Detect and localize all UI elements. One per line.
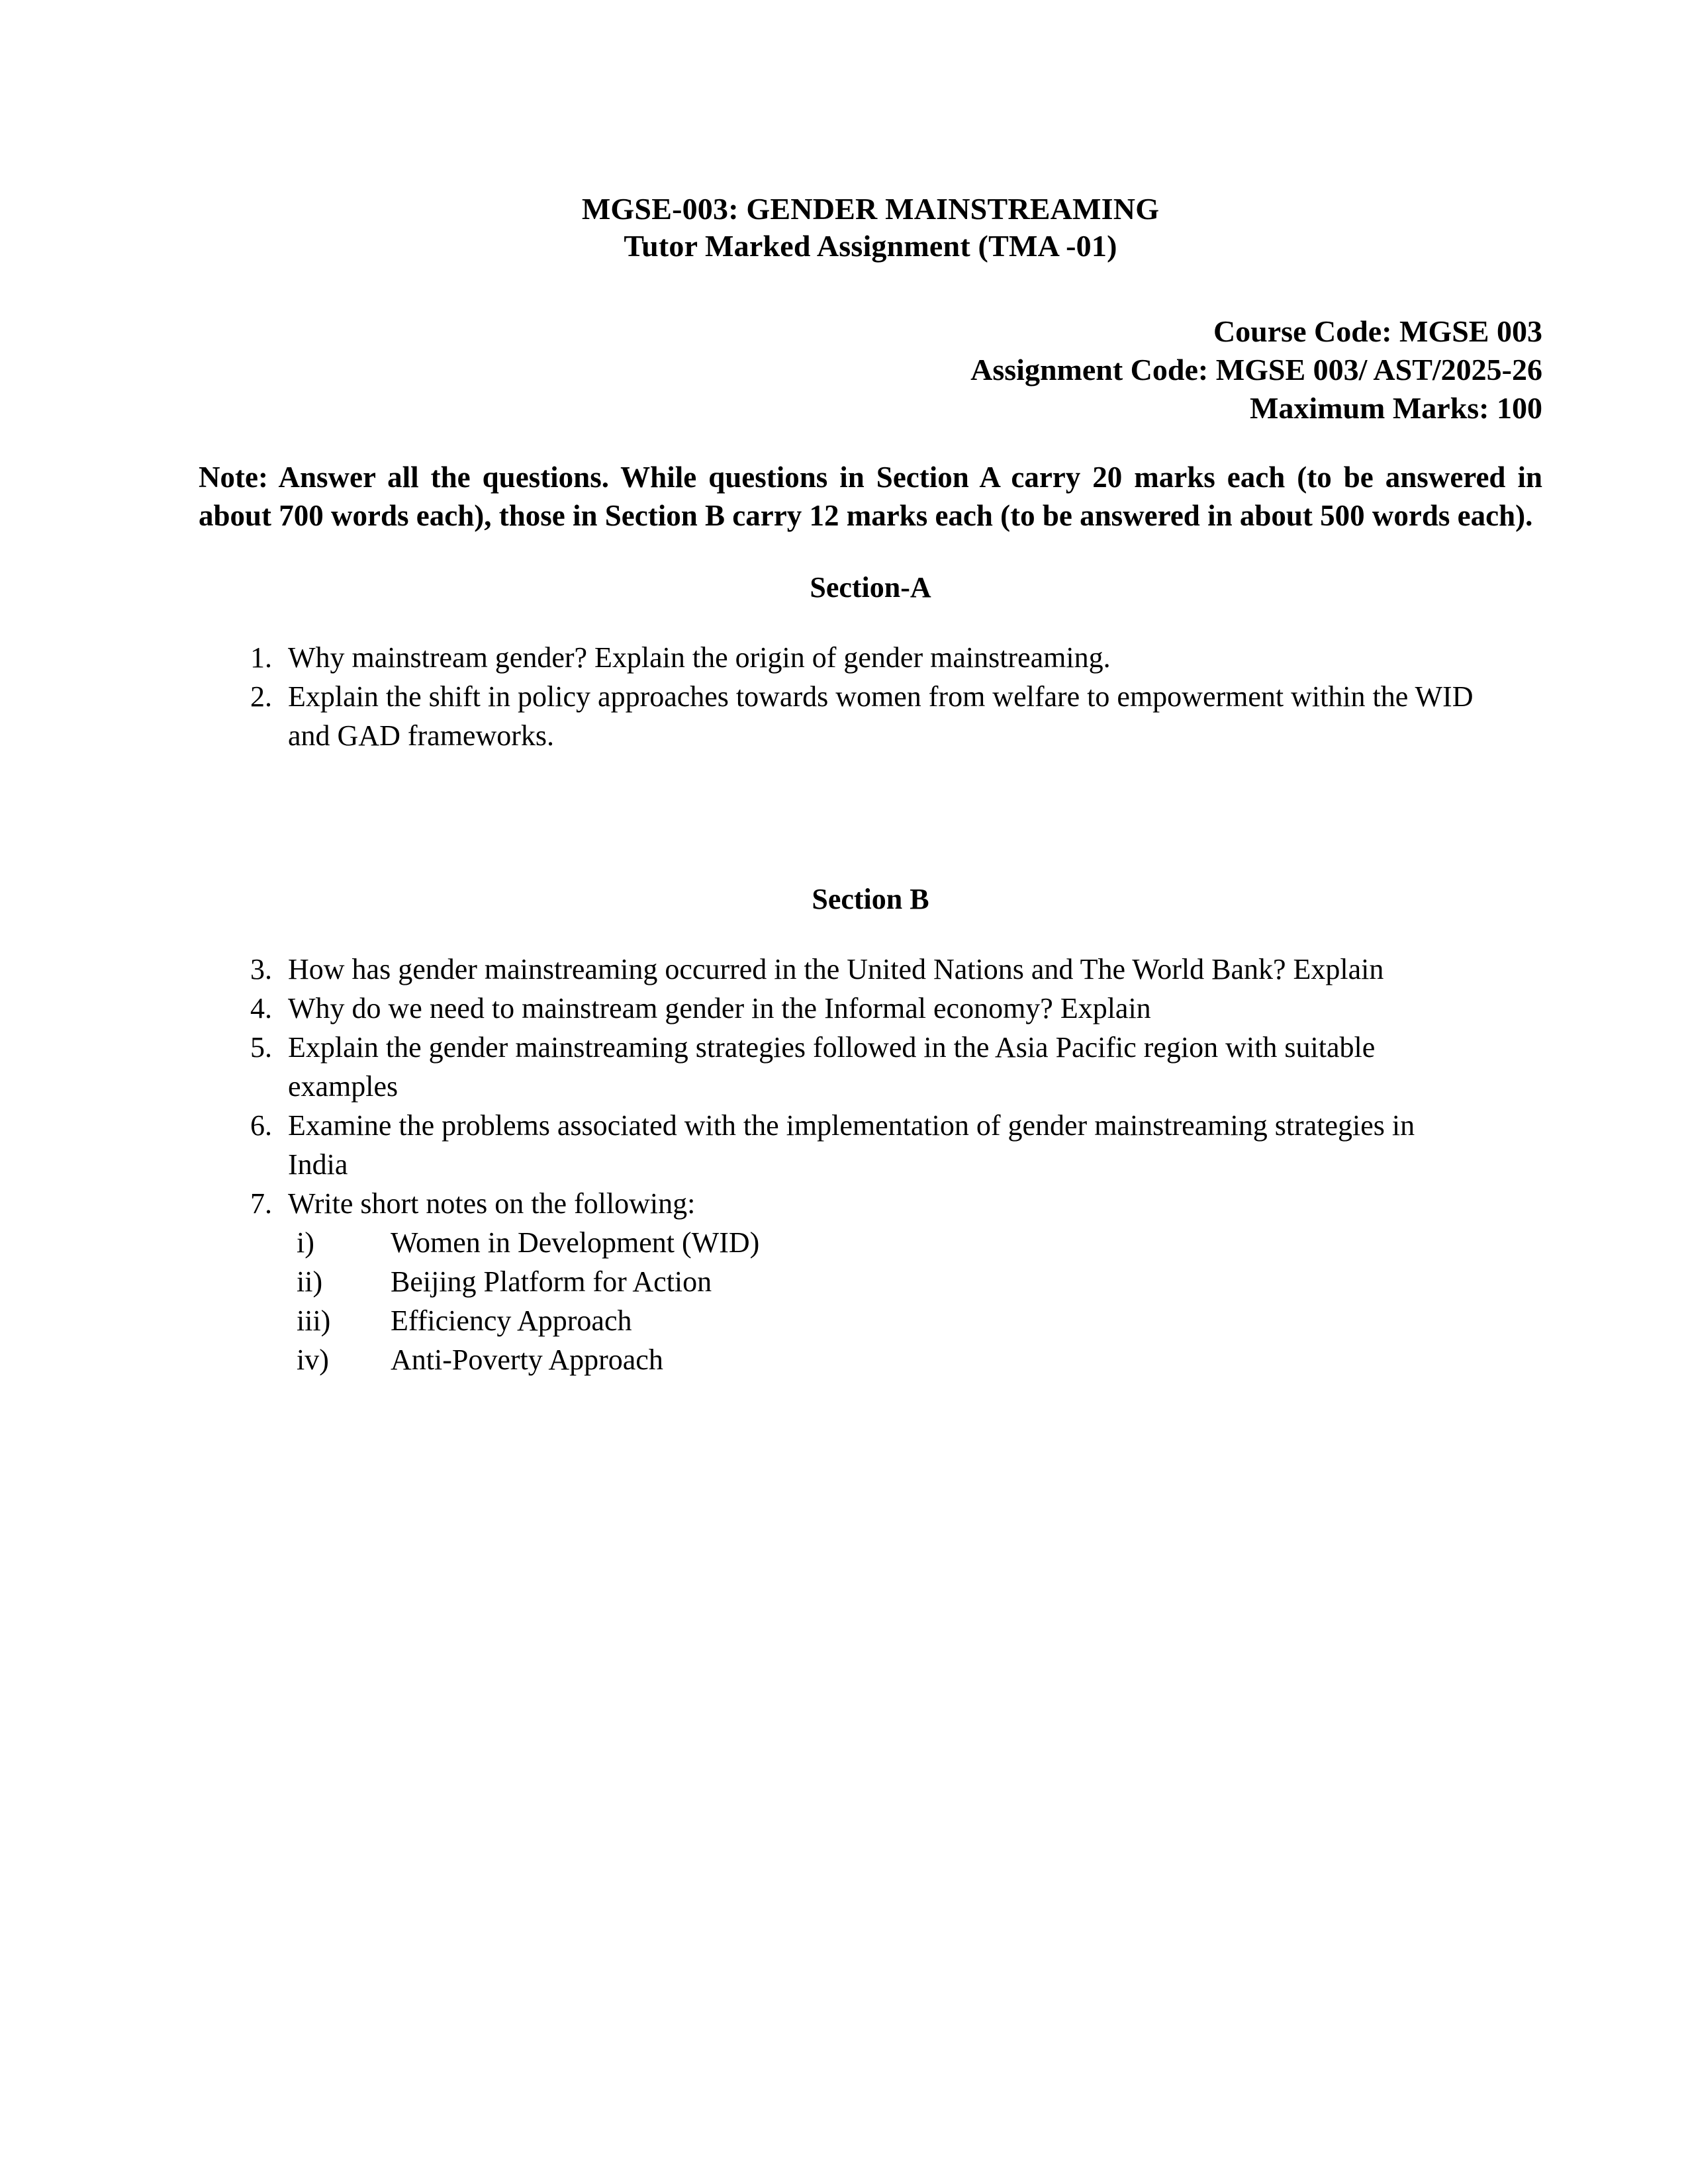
section-b-heading: Section B	[812, 883, 929, 915]
section-a-question-list	[199, 638, 1542, 755]
sublist-item	[199, 1223, 1542, 1262]
assignment-code: Assignment Code: MGSE 003/ AST/2025-26	[970, 353, 1542, 387]
question-text: Why do we need to mainstream gender in the Informal economy? Explain	[288, 992, 1151, 1024]
question-number: 7.	[250, 1187, 272, 1220]
title-line-course: MGSE-003: GENDER MAINSTREAMING	[581, 192, 1160, 226]
question-number: 1.	[250, 641, 272, 674]
question-text: Explain the shift in policy approaches towards women from welfare to empowerment within the WID and GAD frameworks.	[288, 680, 1474, 752]
sublist-text: Beijing Platform for Action	[391, 1265, 712, 1298]
question-number: 4.	[250, 992, 272, 1024]
note-block	[199, 458, 1542, 535]
question-number: 3.	[250, 953, 272, 985]
section-b-question-list	[199, 950, 1542, 1223]
sublist-text: Anti-Poverty Approach	[391, 1343, 663, 1376]
question-text: Write short notes on the following:	[288, 1187, 696, 1220]
question-item	[199, 1028, 1542, 1106]
question-number: 6.	[250, 1109, 272, 1142]
question-item	[199, 677, 1542, 755]
sublist-item	[199, 1340, 1542, 1379]
sublist-marker: i)	[297, 1226, 314, 1259]
question-item	[199, 1184, 1542, 1223]
course-code: Course Code: MGSE 003	[1213, 314, 1542, 348]
sublist-item	[199, 1262, 1542, 1301]
section-a-heading: Section-A	[810, 571, 931, 604]
sublist-text: Efficiency Approach	[391, 1304, 632, 1337]
page-content	[199, 0, 1542, 1379]
question-item	[199, 1106, 1542, 1184]
question-text: Examine the problems associated with the implementation of gender mainstreaming strategies in India	[288, 1109, 1415, 1181]
question-text: Explain the gender mainstreaming strategies followed in the Asia Pacific region with suitable examples	[288, 1031, 1376, 1103]
document-title	[199, 191, 1542, 265]
maximum-marks: Maximum Marks: 100	[1249, 391, 1542, 425]
sublist-marker: ii)	[297, 1265, 323, 1298]
question-number: 5.	[250, 1031, 272, 1064]
sublist-text: Women in Development (WID)	[391, 1226, 760, 1259]
sublist-item	[199, 1301, 1542, 1340]
question-text: Why mainstream gender? Explain the origin of gender mainstreaming.	[288, 641, 1111, 674]
note-text: Note: Answer all the questions. While questions in Section A carry 20 marks each (to be answered in about 700 words each), those in Section B carry 12 marks each (to be answered in about 500 words each).	[199, 461, 1542, 532]
sublist-marker: iv)	[297, 1343, 329, 1376]
course-code-block	[199, 312, 1542, 428]
sublist-marker: iii)	[297, 1304, 331, 1337]
question-item	[199, 950, 1542, 989]
question-item	[199, 989, 1542, 1028]
question-text: How has gender mainstreaming occurred in the United Nations and The World Bank? Explain	[288, 953, 1384, 985]
short-notes-sublist	[199, 1223, 1542, 1379]
question-number: 2.	[250, 680, 272, 713]
question-item	[199, 638, 1542, 677]
title-line-assignment: Tutor Marked Assignment (TMA -01)	[624, 229, 1117, 263]
